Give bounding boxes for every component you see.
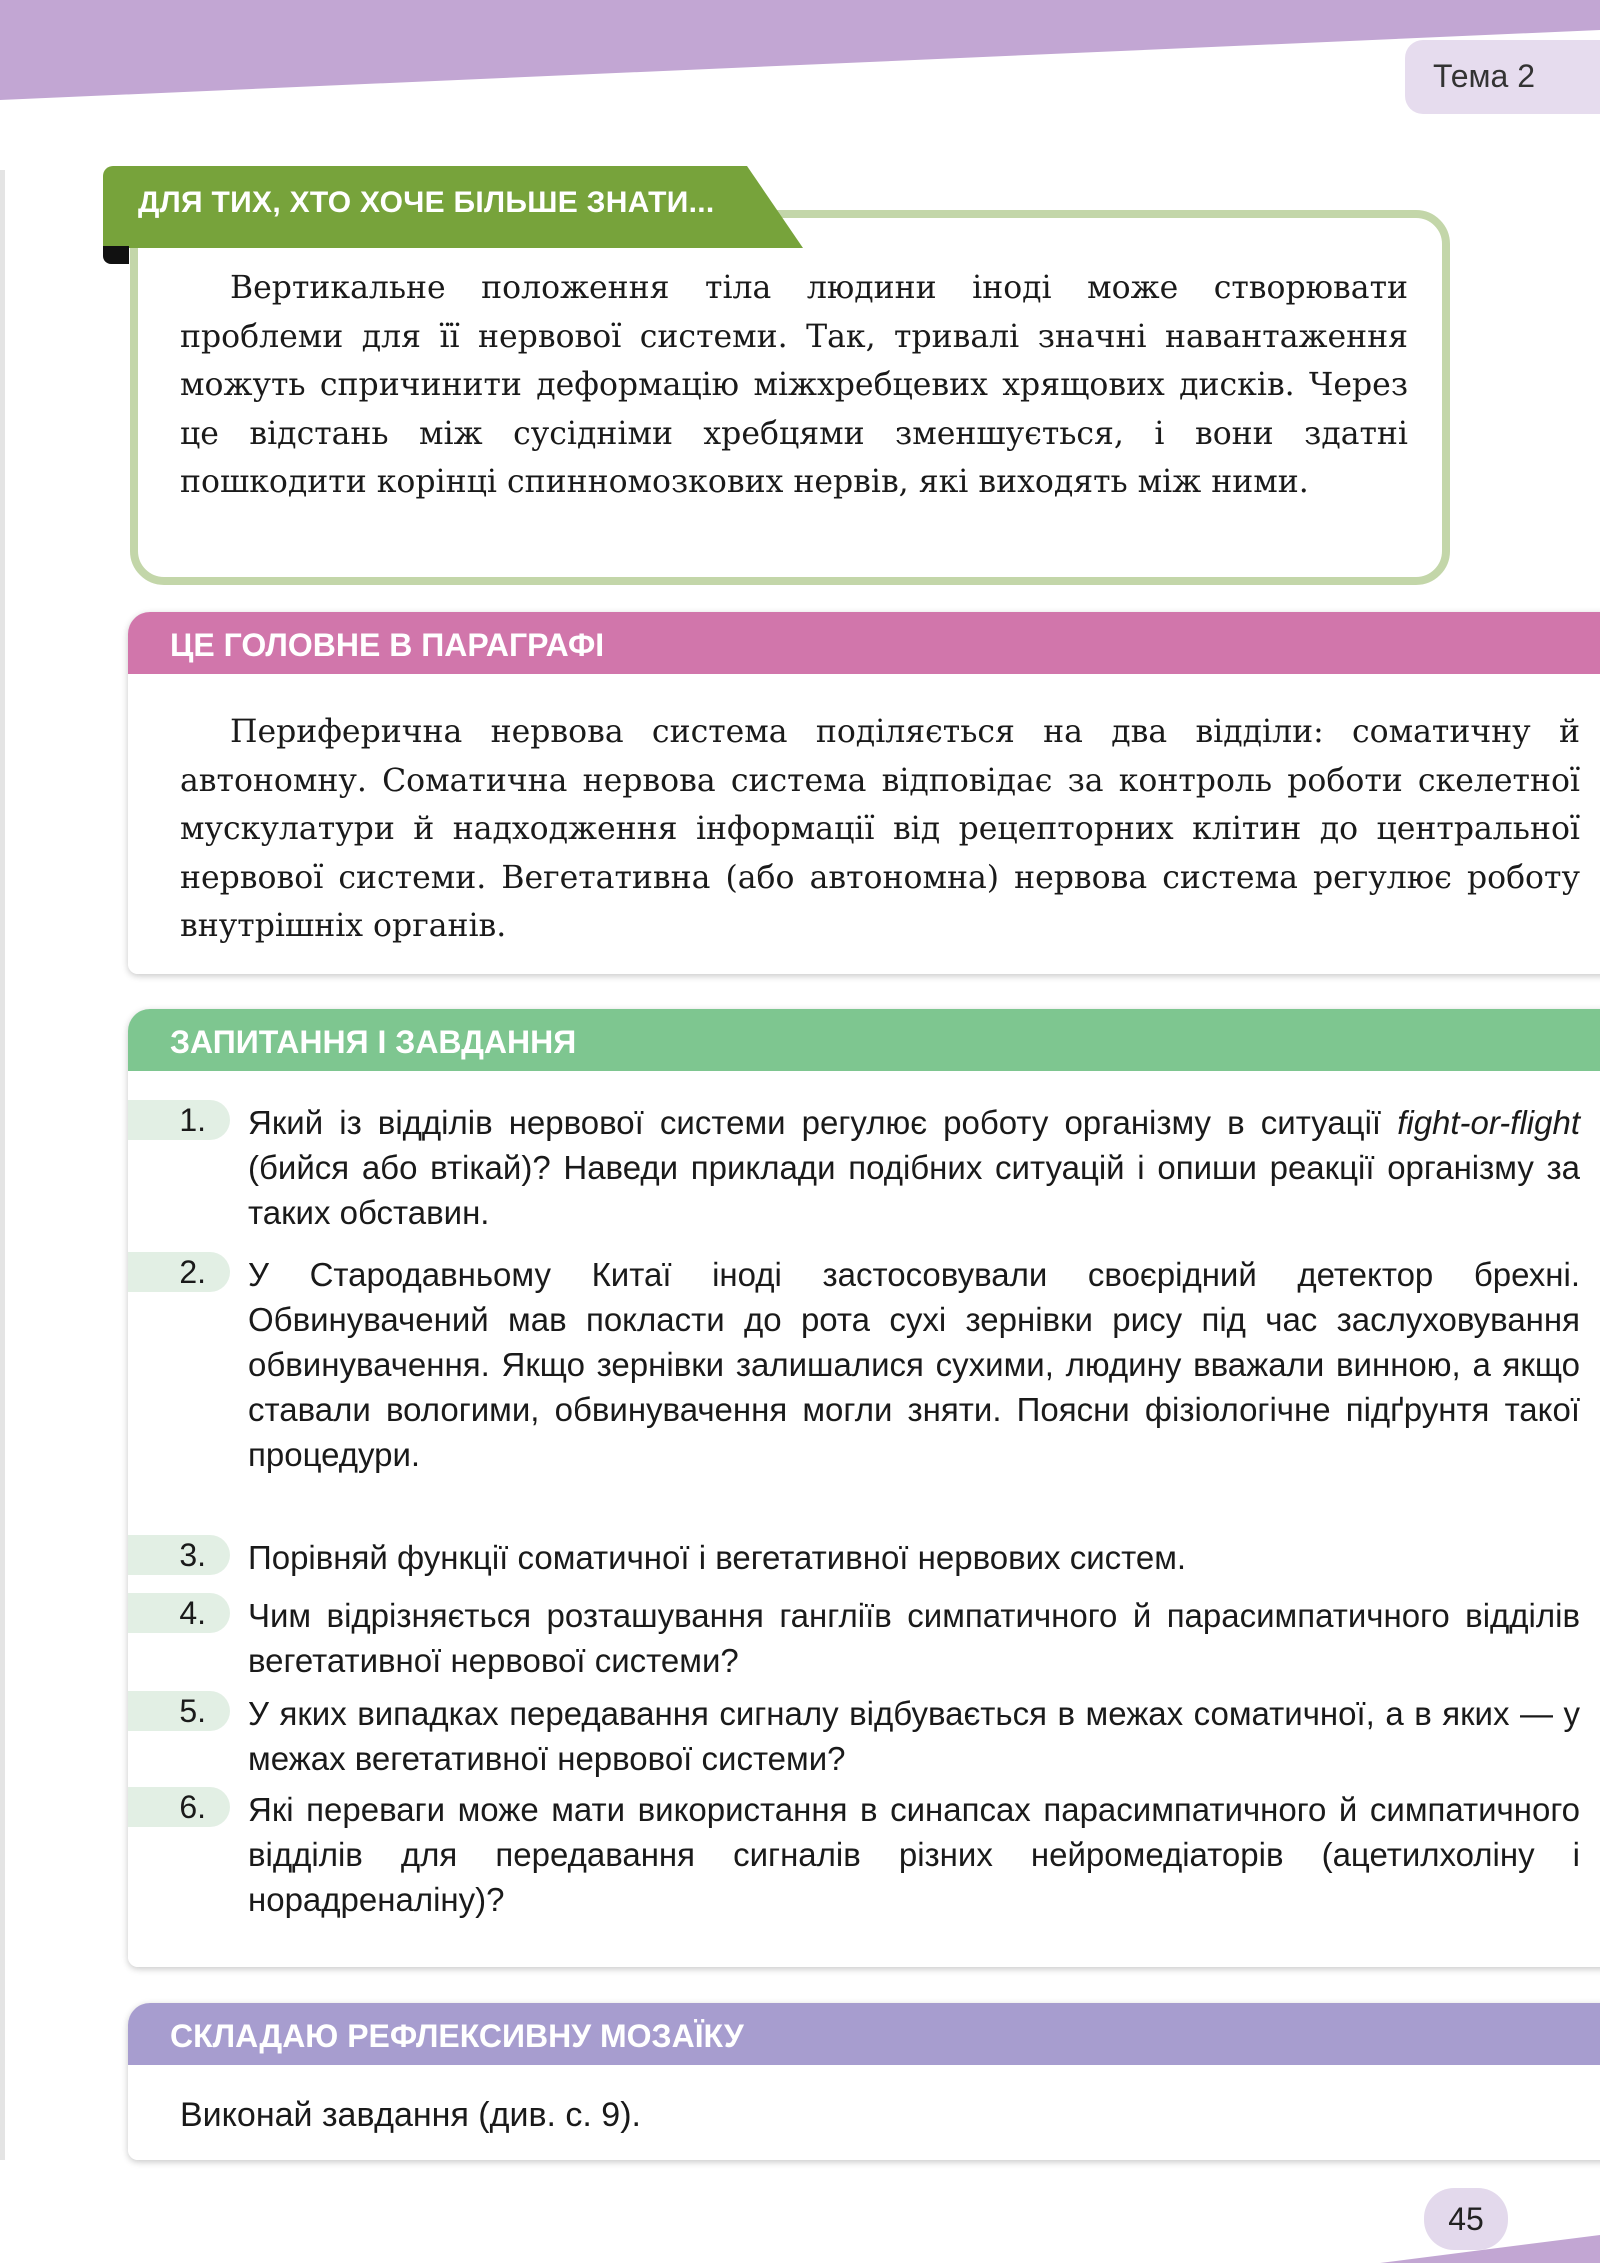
question-number: 5. (128, 1691, 230, 1731)
question-text: Порівняй функції соматичної і вегетативної нервових систем. (248, 1539, 1187, 1576)
bottom-decor-band (0, 2180, 1600, 2263)
question-number: 6. (128, 1787, 230, 1827)
question-text: Який із відділів нервової системи регулює роботу організму в ситуації fight-or-flight (бийся або втікай)? Наведи приклади подібних ситуацій і опиши реакції організму за таких обставин. (248, 1104, 1580, 1231)
question-number: 1. (128, 1100, 230, 1140)
question-number: 3. (128, 1535, 230, 1575)
summary-body (128, 674, 1600, 974)
question-text: Які переваги може мати використання в синапсах парасимпатичного й симпатичного відділів для передавання сигналів різних нейромедіаторів (ацетилхоліну і норадреналіну)? (248, 1791, 1580, 1918)
questions-body (128, 1071, 1600, 1967)
question-number: 2. (128, 1252, 230, 1292)
summary-card (128, 612, 1600, 974)
topic-tab (1405, 40, 1600, 114)
question-emphasis: fight-or-flight (1397, 1104, 1580, 1141)
more-info-tab-fold (103, 246, 129, 264)
question-text: У яких випадках передавання сигналу відбувається в межах соматичної, а в яких — у межах вегетативної нервової системи? (248, 1695, 1580, 1777)
summary-header (128, 612, 1600, 674)
reflection-text: Виконай завдання (див. с. 9). (180, 2096, 641, 2134)
reflection-body (128, 2065, 1600, 2160)
reflection-title: СКЛАДАЮ РЕФЛЕКСИВНУ МОЗАЇКУ (170, 2018, 744, 2054)
question-text: Чим відрізняється розташування гангліїв симпатичного й парасимпатичного відділів вегетативної нервової системи? (248, 1597, 1580, 1679)
questions-header (128, 1009, 1600, 1071)
question-text: У Стародавньому Китаї іноді застосовували своєрідний детектор брехні. Обвинувачений мав покласти до рота сухі зернівки рису під час заслуховування обвинувачення. Якщо зернівки залишалися сухими, людину вважали винною, а якщо ставали вологими, обвинувачення могли зняти. Поясни фізіологічне підґрунтя такої процедури. (248, 1256, 1580, 1473)
summary-title: ЦЕ ГОЛОВНЕ В ПАРАГРАФІ (170, 627, 605, 663)
questions-card (128, 1009, 1600, 1967)
reflection-card (128, 2003, 1600, 2160)
top-decor-band (0, 0, 1600, 110)
reflection-header (128, 2003, 1600, 2065)
summary-text: Периферична нервова система поділяється на два відділи: соматичну й автономну. Соматична нервова система відповідає за контроль роботи скелетної мускулатури й надходження інформації від рецепторних клітин до центральної нервової системи. Вегетативна (або автономна) нервова система регулює роботу внутрішніх органів. (180, 714, 1580, 944)
more-info-title: ДЛЯ ТИХ, ХТО ХОЧЕ БІЛЬШЕ ЗНАТИ... (138, 186, 715, 219)
page-number: 45 (1424, 2188, 1508, 2250)
more-info-text: Вертикальне положення тіла людини іноді може створювати проблеми для її нервової системи. Так, тривалі значні навантаження можуть спричинити деформацію міжхребцевих хрящових дисків. Через це відстань між сусідніми хребцями зменшується, і вони здатні пошкодити корінці спинномозкових нервів, які виходять між ними. (180, 270, 1408, 500)
questions-title: ЗАПИТАННЯ І ЗАВДАННЯ (170, 1024, 577, 1060)
left-margin-rule (0, 170, 5, 2160)
topic-label: Тема 2 (1433, 58, 1536, 94)
question-number: 4. (128, 1593, 230, 1633)
